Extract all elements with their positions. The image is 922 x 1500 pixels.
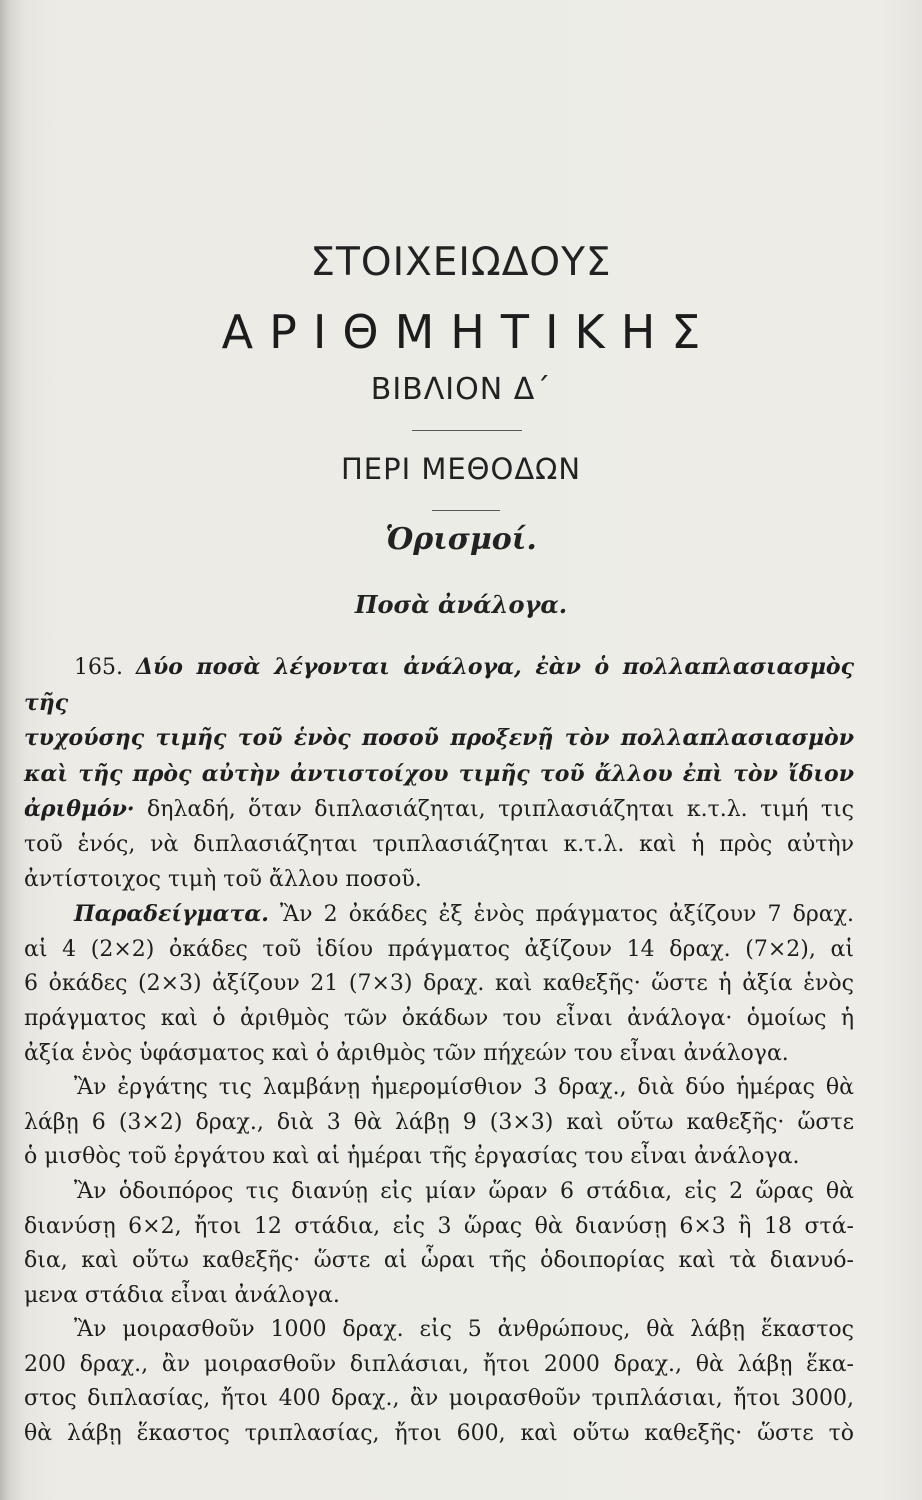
text-line: θὰ λάβῃ ἕκαστος τριπλασίας, ἤτοι 600, καὶ οὕτω καθεξῆς· ὥστε τὸ <box>24 1421 854 1447</box>
text-line: Ἂν μοιρασθοῦν 1000 δραχ. εἰς 5 ἀνθρώπους, θὰ λάβῃ ἕκαστος <box>74 1317 854 1343</box>
text-line <box>24 650 854 721</box>
chapter-title: ΠΕΡΙ ΜΕΘΟΔΩΝ <box>340 452 582 486</box>
book-number: ΒΙΒΛΙΟΝ Δ΄ <box>370 372 552 407</box>
text-line: αἱ 4 (2×2) ὀκάδες τοῦ ἰδίου πράγματος ἀξίζουν 14 δραχ. (7×2), αἱ <box>24 936 854 962</box>
title-line-2: ΑΡΙΘΜΗΤΙΚΗΣ <box>221 305 717 359</box>
subsection-title: Ποσὰ ἀνάλογα. <box>354 590 568 619</box>
paragraph-number: 165. <box>74 655 123 680</box>
text-line: δια, καὶ οὕτω καθεξῆς· ὥστε αἱ ὧραι τῆς ὁδοιπορίας καὶ τὰ διανυό- <box>24 1248 854 1274</box>
divider-rule-1 <box>412 430 522 431</box>
text-line: διανύσῃ 6×2, ἤτοι 12 στάδια, εἰς 3 ὥρας θὰ διανύσῃ 6×3 ἢ 18 στά- <box>24 1213 854 1239</box>
text-line: ὁ μισθὸς τοῦ ἐργάτου καὶ αἱ ἡμέραι τῆς ἐργασίας του εἶναι ἀνάλογα. <box>24 1144 800 1170</box>
text-line: Παραδείγματα. Ἂν 2 ὀκάδες ἐξ ἑνὸς πράγματος ἀξίζουν 7 δραχ. <box>74 901 854 928</box>
title-line-1: ΣΤΟΙΧΕΙΩΔΟΥΣ <box>310 240 612 285</box>
text-line: Ἂν ὁδοιπόρος τις διανύῃ εἰς μίαν ὥραν 6 στάδια, εἰς 2 ὥρας θὰ <box>74 1178 854 1204</box>
section-title: Ὁρισμοί. <box>385 522 537 557</box>
divider-rule-2 <box>432 510 500 511</box>
text-line: μενα στάδια εἶναι ἀνάλογα. <box>24 1282 340 1308</box>
text-line: 6 ὀκάδες (2×3) ἀξίζουν 21 (7×3) δραχ. καὶ καθεξῆς· ὥστε ἡ ἀξία ἑνὸς <box>24 971 854 997</box>
definition-text: Δύο ποσὰ λέγονται ἀνάλογα, ἐὰν ὁ πολλαπλασιασμὸς τῆς <box>24 654 854 716</box>
text-line: καὶ τῆς πρὸς αὐτὴν ἀντιστοίχου τιμῆς τοῦ ἄλλου ἐπὶ τὸν ἴδιον <box>24 760 854 787</box>
text-line: τυχούσης τιμῆς τοῦ ἑνὸς ποσοῦ προξενῇ τὸν πολλαπλασιασμὸν <box>24 725 854 752</box>
text-line: ἀξία ἑνὸς ὑφάσματος καὶ ὁ ἀριθμὸς τῶν πήχεών του εἶναι ἀνάλογα. <box>24 1040 789 1066</box>
text-line: στος διπλασίας, ἤτοι 400 δραχ., ἂν μοιρασθοῦν τριπλάσιαι, ἤτοι 3000, <box>24 1386 854 1412</box>
text-line: ἀριθμόν· δηλαδή, ὅταν διπλασιάζηται, τριπλασιάζηται κ.τ.λ. τιμή τις <box>24 796 854 823</box>
text-line: ἀντίστοιχος τιμὴ τοῦ ἄλλου ποσοῦ. <box>24 866 422 892</box>
text-line: Ἂν ἐργάτης τις λαμβάνῃ ἡμερομίσθιον 3 δραχ., διὰ δύο ἡμέρας θὰ <box>74 1075 854 1101</box>
text-line: τοῦ ἑνός, νὰ διπλασιάζηται τριπλασιάζηται κ.τ.λ. καὶ ἡ πρὸς αὐτὴν <box>24 831 854 857</box>
examples-label: Παραδείγματα. <box>74 901 269 928</box>
text-line: 200 δραχ., ἂν μοιρασθοῦν διπλάσιαι, ἤτοι 2000 δραχ., θὰ λάβῃ ἕκα- <box>24 1351 854 1377</box>
text-line: πράγματος καὶ ὁ ἀριθμὸς τῶν ὀκάδων του εἶναι ἀνάλογα· ὁμοίως ἡ <box>24 1005 854 1031</box>
text-line: λάβῃ 6 (3×2) δραχ., διὰ 3 θὰ λάβῃ 9 (3×3) καὶ οὕτω καθεξῆς· ὥστε <box>24 1109 854 1135</box>
body-text <box>24 650 854 1452</box>
